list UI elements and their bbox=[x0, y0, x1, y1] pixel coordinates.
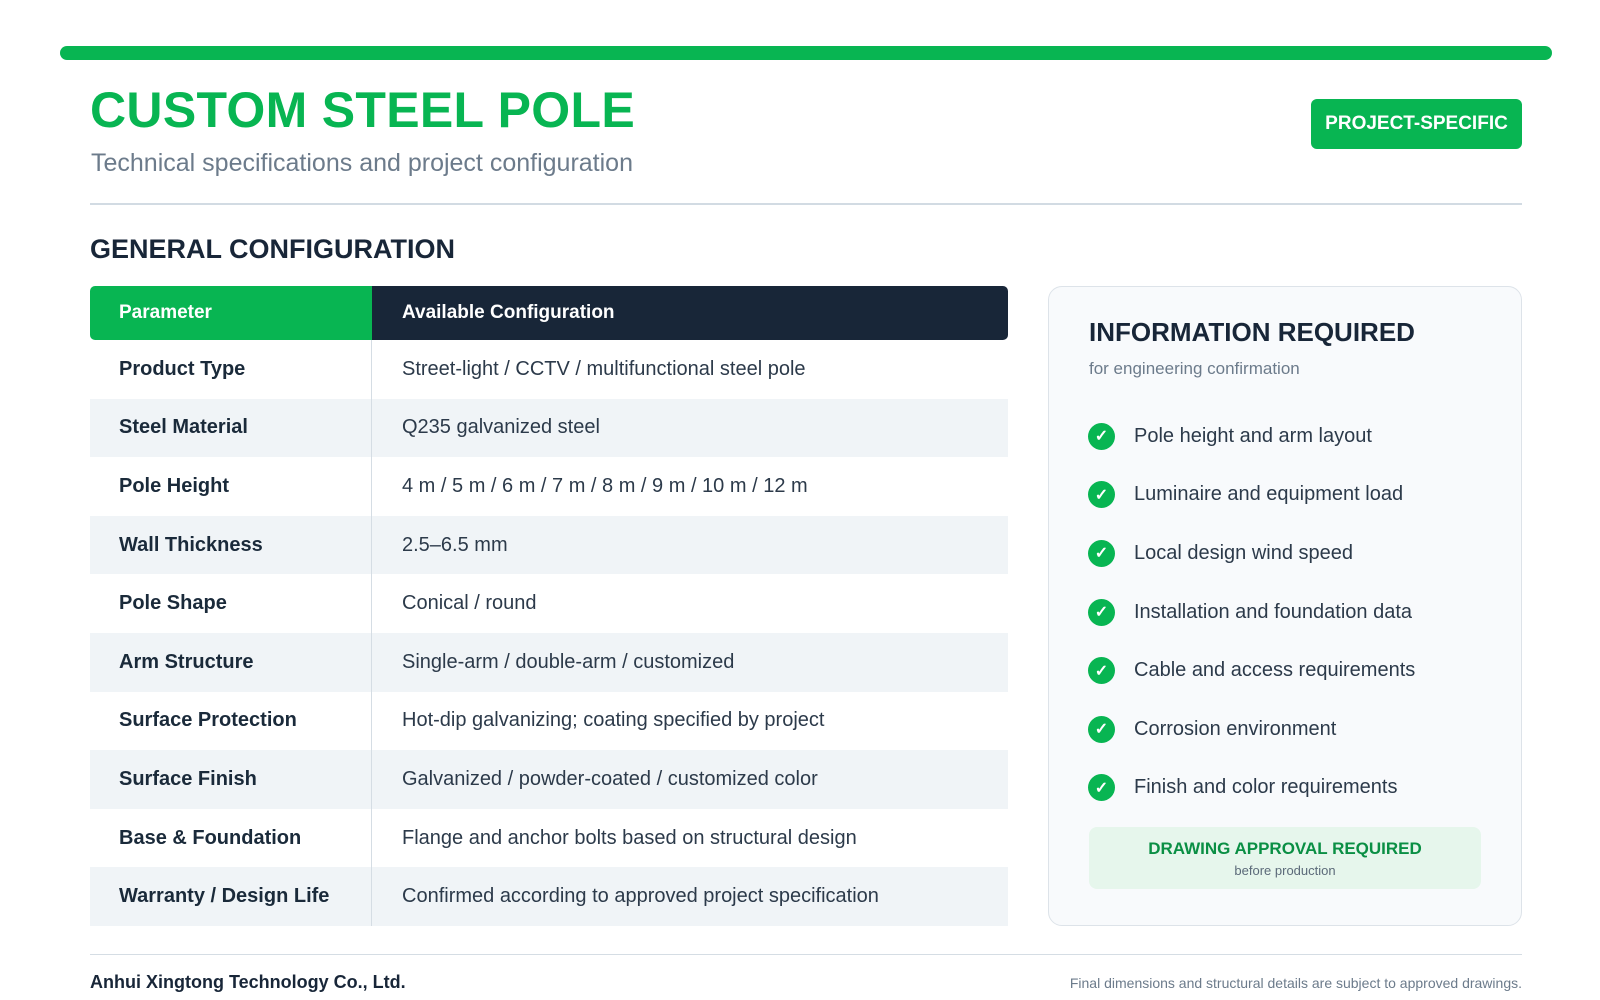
company-name: Anhui Xingtong Technology Co., Ltd. bbox=[90, 972, 406, 992]
footer-disclaimer: Final dimensions and structural details are subject to approved drawings. bbox=[1069, 975, 1522, 991]
parameter-cell: Pole Shape bbox=[90, 574, 372, 633]
value-cell: Flange and anchor bolts based on structural design bbox=[402, 826, 857, 849]
table-row bbox=[90, 574, 1008, 633]
list-item bbox=[1088, 700, 1508, 759]
list-item-label: Luminaire and equipment load bbox=[1134, 483, 1404, 506]
approval-notice-title: DRAWING APPROVAL REQUIRED bbox=[1148, 839, 1422, 858]
parameter-cell: Product Type bbox=[90, 340, 372, 399]
list-item bbox=[1088, 641, 1508, 700]
table-row bbox=[90, 340, 1008, 399]
list-item bbox=[1088, 407, 1508, 466]
table-row bbox=[90, 516, 1008, 575]
parameter-cell: Pole Height bbox=[90, 457, 372, 516]
parameter-cell: Steel Material bbox=[90, 399, 372, 458]
page-title: CUSTOM STEEL POLE bbox=[90, 82, 635, 138]
value-cell: 2.5–6.5 mm bbox=[402, 533, 508, 556]
parameter-cell: Wall Thickness bbox=[90, 516, 372, 575]
value-cell: Confirmed according to approved project specification bbox=[402, 885, 879, 908]
info-checklist bbox=[1088, 407, 1508, 817]
check-icon: ✓ bbox=[1088, 540, 1115, 567]
check-icon: ✓ bbox=[1088, 657, 1115, 684]
table-row bbox=[90, 399, 1008, 458]
table-row bbox=[90, 867, 1008, 926]
check-icon: ✓ bbox=[1088, 599, 1115, 626]
parameter-cell: Warranty / Design Life bbox=[90, 867, 372, 926]
list-item-label: Local design wind speed bbox=[1134, 541, 1354, 564]
value-cell: Hot-dip galvanizing; coating specified by project bbox=[402, 709, 825, 732]
table-row bbox=[90, 809, 1008, 868]
parameter-cell: Arm Structure bbox=[90, 633, 372, 692]
drawing-approval-notice bbox=[1089, 827, 1481, 889]
spec-table bbox=[90, 286, 1008, 926]
parameter-cell: Surface Protection bbox=[90, 692, 372, 751]
list-item-label: Cable and access requirements bbox=[1134, 659, 1416, 682]
table-row bbox=[90, 750, 1008, 809]
list-item bbox=[1088, 759, 1508, 818]
check-icon: ✓ bbox=[1088, 481, 1115, 508]
info-panel-title: INFORMATION REQUIRED bbox=[1089, 317, 1415, 347]
value-cell: 4 m / 5 m / 6 m / 7 m / 8 m / 9 m / 10 m / 12 m bbox=[402, 474, 808, 497]
check-icon: ✓ bbox=[1088, 716, 1115, 743]
section-title: GENERAL CONFIGURATION bbox=[90, 234, 456, 264]
information-required-panel bbox=[1048, 286, 1522, 926]
footer-divider bbox=[90, 954, 1522, 955]
list-item-label: Finish and color requirements bbox=[1134, 776, 1398, 799]
parameter-cell: Surface Finish bbox=[90, 750, 372, 809]
value-cell: Street-light / CCTV / multifunctional steel pole bbox=[402, 357, 806, 380]
approval-notice-subtitle: before production bbox=[1234, 863, 1336, 878]
value-cell: Conical / round bbox=[402, 592, 537, 615]
header-divider bbox=[90, 203, 1522, 205]
table-header bbox=[90, 286, 1008, 340]
list-item bbox=[1088, 466, 1508, 525]
page-subtitle: Technical specifications and project configuration bbox=[91, 149, 633, 177]
top-accent-bar bbox=[60, 46, 1552, 60]
table-row bbox=[90, 692, 1008, 751]
value-cell: Single-arm / double-arm / customized bbox=[402, 650, 735, 673]
info-panel-subtitle: for engineering confirmation bbox=[1089, 359, 1300, 378]
column-header-parameter: Parameter bbox=[90, 286, 372, 340]
value-cell: Galvanized / powder-coated / customized color bbox=[402, 767, 818, 790]
list-item-label: Pole height and arm layout bbox=[1134, 424, 1372, 447]
list-item bbox=[1088, 583, 1508, 642]
list-item-label: Corrosion environment bbox=[1134, 717, 1337, 740]
list-item-label: Installation and foundation data bbox=[1134, 600, 1412, 623]
check-icon: ✓ bbox=[1088, 774, 1115, 801]
value-cell: Q235 galvanized steel bbox=[402, 416, 600, 439]
project-specific-badge: PROJECT-SPECIFIC bbox=[1311, 99, 1522, 149]
parameter-cell: Base & Foundation bbox=[90, 809, 372, 868]
check-icon: ✓ bbox=[1088, 423, 1115, 450]
column-header-configuration: Available Configuration bbox=[372, 286, 1008, 340]
table-row bbox=[90, 457, 1008, 516]
table-row bbox=[90, 633, 1008, 692]
list-item bbox=[1088, 524, 1508, 583]
